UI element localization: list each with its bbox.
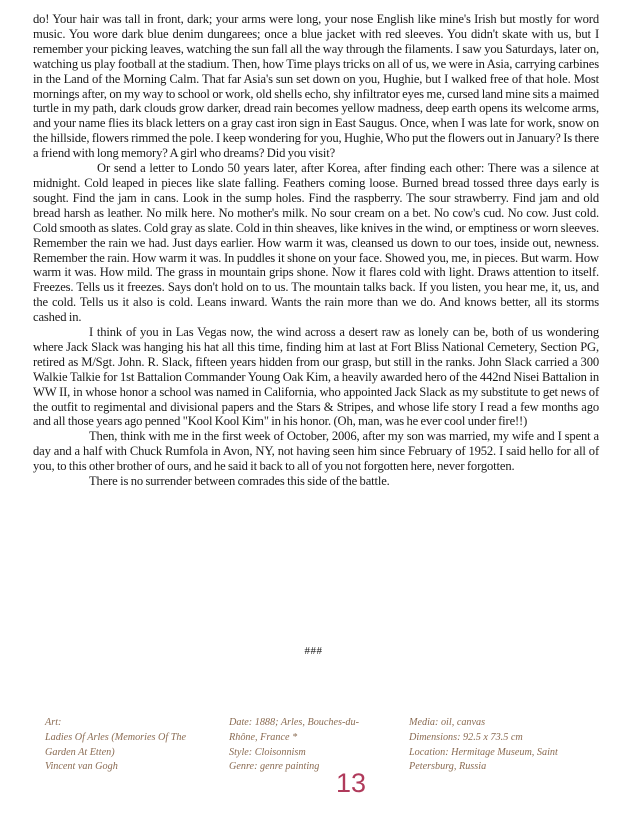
caption-line: Dimensions: 92.5 x 73.5 cm [409,731,523,743]
section-separator: ### [304,645,323,657]
paragraph: There is no surrender between comrades this side of the battle. [89,474,390,489]
caption-line: Rhône, France * [229,731,298,743]
caption-line: Media: oil, canvas [409,717,486,728]
caption-line: Garden At Etten) [45,746,115,758]
paragraph: do! Your hair was tall in front, dark; your arms were long, your nose English like mine's Irish but mostly for word music. You wore dark blue denim dungarees; once a blue jacket with red sleeves. You didn't skate with us, but I remember your picking leaves, watching the sun fall all the way through the filaments. I saw you Saturdays, later on, watching us play football at the stadium. Then, how Time plays tricks on all of us, we were in Asia, carrying carbines in the Land of the Morning Calm. That far Asia's sun set down on you, Hughie, but I walked free of that hole. Most mornings after, on my way to school or work, old shells echo, shy infiltrator eyes me, cursed land mine sits a maimed turtle in my path, dark clouds grow darker, dread rain becomes yellow madness, deep earth opens its welcome arms, and your name flies its black letters on a gray cast iron sign in East Saugus. Once, when I was late for work, snow on the hillside, flowers rimmed the pole. I keep wondering for you, Hughie, Who put the flowers out in January? Is there a friend with long memory? A girl who dreams? Did you visit? [33,12,599,161]
article-body [33,12,599,489]
artwork-caption-media [409,716,589,775]
paragraph: Then, think with me in the first week of October, 2006, after my son was married, my wife and I spent a day and a half with Chuck Rumfola in Avon, NY, not having seen him since February of 1952. I said hello for all of you, to this other brother of ours, and he said it back to all of you not forgotten here, never forgotten. [33,429,599,474]
caption-line: Petersburg, Russia [409,761,487,773]
caption-line: Date: 1888; Arles, Bouches-du- [229,717,359,728]
paragraph: Or send a letter to Londo 50 years later, after Korea, after finding each other: There was a silence at midnight. Cold leaped in pieces like slate falling. Feathers coming loose. Burned bread tossed three days early is sought. Find the jam in cans. Look in the sump holes. Find the raspberry. The sour strawberry. Find jam and old bread harsh as leather. No milk here. No mother's milk. No sour cream on a bet. No cow's cud. No cow. Just cold. Cold smooth as slates. Cold gray as slate. Cold in thin sheaves, like knives in the wind, or emptiness or worn sleeves. Remember the rain we had. Just days earlier. How warm it was, cleansed us down to our toes, inside out, newness. Remember the rain. How warm it was. In puddles it shone on your face. Showed you, me, in pieces. But warm. How warm it was. How mild. The grass in mountain grips shone. Now it flares cold with light. Draws attention to itself. Freezes. Tells us it freezes. Says don't hold on to us. The mountain talks back. If you listen, you hear me, it, us, and the cold. Tells us it also is cold. Leans inward. Wants the rain more than we do. And knows better, all its storms cashed in. [33,161,599,325]
artwork-caption-title [45,716,225,775]
paragraph: I think of you in Las Vegas now, the wind across a desert raw as lonely can be, both of us wondering where Jack Slack was hanging his hat all this time, finding him at last at Fort Bliss National Cemetery, Section PG, retired as M/Sgt. John. R. Slack, fifteen years hidden from our grasp, but still in the ranks. John Slack carried a 300 Walkie Talkie for 1st Battalion Commander Young Oak Kim, a heavily awarded hero of the 442nd Nisei Battalion in WW II, in whose honor a school was named in California, who appointed Jack Slack as my substitute to get news of the outfit to regimental and divisional papers and the Stars & Stripes, and whose life story I read a few months ago and all those years ago penned "Kool Kool Kim" in his honor. (Oh, man, was he ever cool under fire!!) [33,325,599,429]
caption-line: Style: Cloisonnism [229,746,306,758]
caption-line: Art: [45,717,62,728]
page-number: 13 [336,768,367,798]
caption-line: Genre: genre painting [229,761,320,773]
caption-line: Location: Hermitage Museum, Saint [409,746,558,758]
caption-line: Ladies Of Arles (Memories Of The [45,731,187,743]
artwork-caption-details [229,716,404,775]
caption-line: Vincent van Gogh [45,761,118,773]
